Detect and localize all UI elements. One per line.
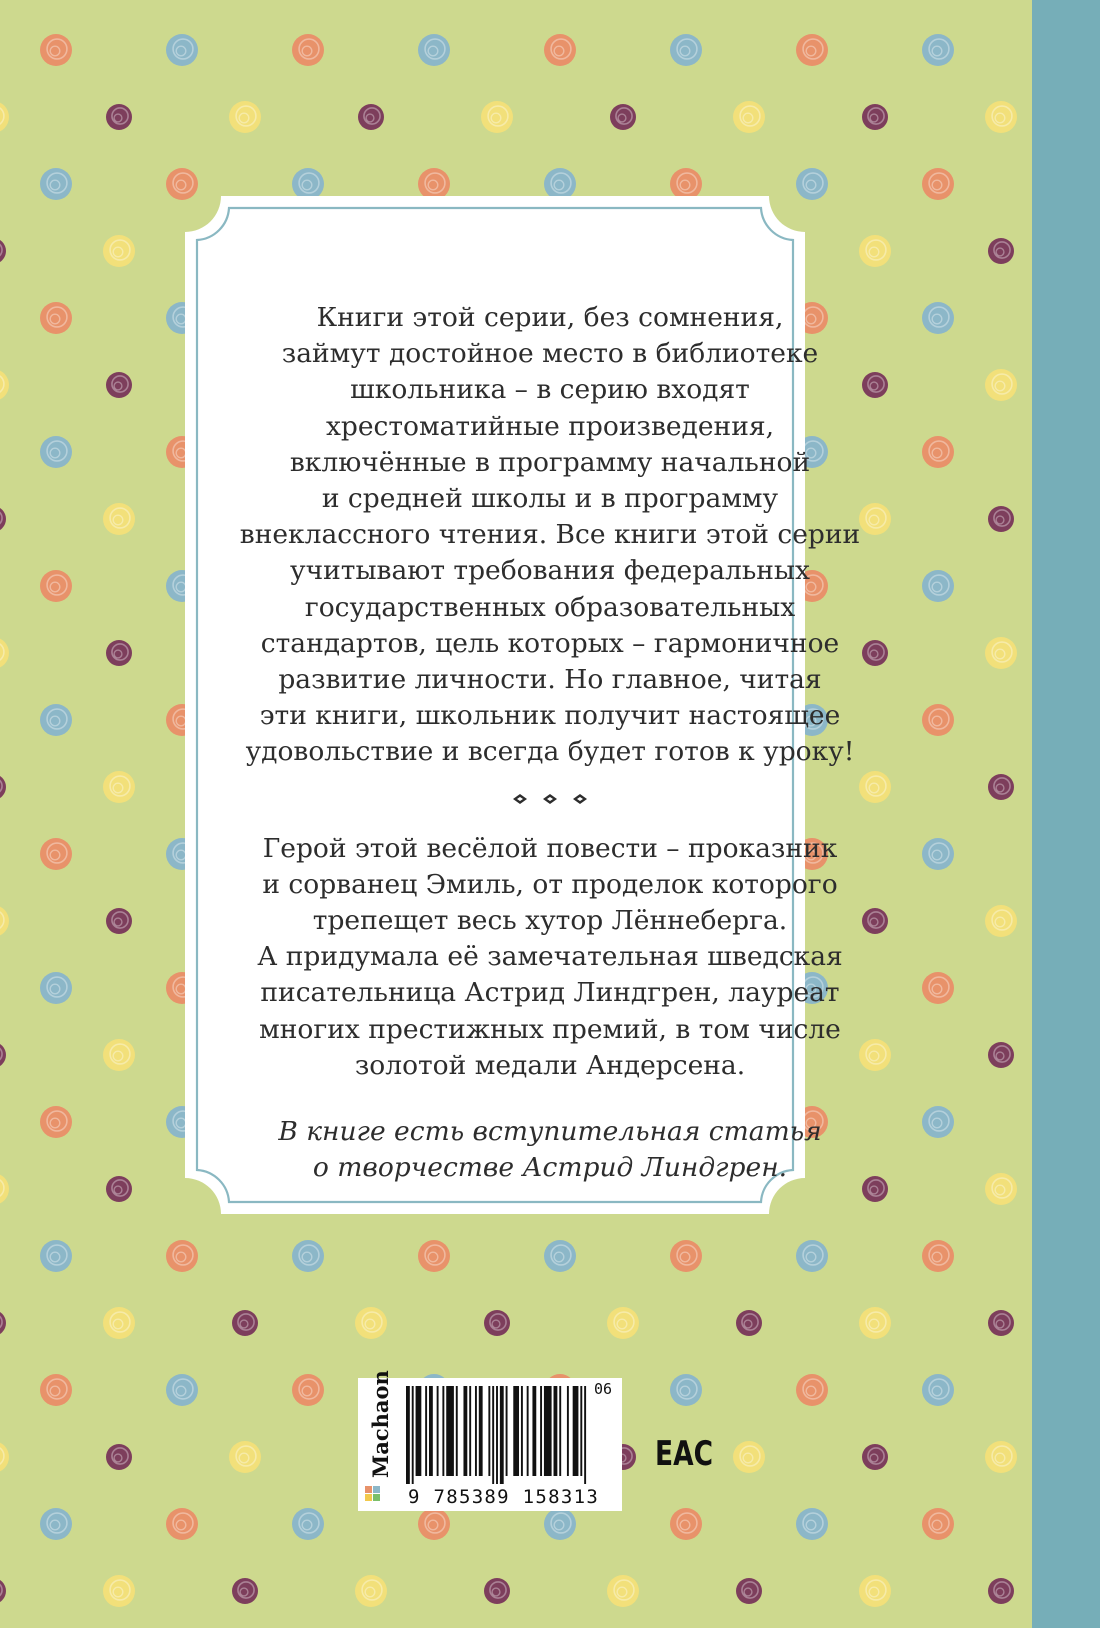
decorative-dot (985, 1441, 1017, 1473)
book-description (220, 831, 880, 1084)
decorative-dot (418, 1508, 450, 1540)
decorative-dot (232, 1578, 258, 1604)
barcode-bar (488, 1386, 490, 1476)
decorative-dot (544, 1240, 576, 1272)
text-line: многих престижных премий, в том числе (259, 1013, 841, 1045)
barcode-bar (559, 1386, 561, 1476)
text-line: и сорванец Эмиль, от проделок которого (262, 868, 838, 900)
decorative-dot (988, 1310, 1014, 1336)
barcode-bar (567, 1386, 569, 1476)
decorative-dot (106, 640, 132, 666)
decorative-dot (610, 104, 636, 130)
decorative-dot (0, 1310, 6, 1336)
decorative-dot (484, 1578, 510, 1604)
decorative-dot (103, 503, 135, 535)
decorative-dot (985, 905, 1017, 937)
text-line: удовольствие и всегда будет готов к уроку! (245, 736, 855, 768)
text-line: трепещет весь хутор Лённеберга. (312, 905, 788, 937)
barcode-bar (463, 1386, 467, 1476)
text-line: Книги этой серии, без сомнения, (316, 302, 784, 333)
barcode-bar (532, 1386, 536, 1476)
decorative-dot (0, 905, 9, 937)
barcode-bar (475, 1386, 477, 1476)
decorative-dot (103, 1039, 135, 1071)
decorative-dot (166, 34, 198, 66)
decorative-dot (736, 1578, 762, 1604)
barcode-bar (406, 1386, 410, 1484)
barcode-bar (513, 1386, 519, 1476)
barcode-bar (573, 1386, 579, 1476)
decorative-dot (796, 34, 828, 66)
decorative-dot (40, 1374, 72, 1406)
decorative-dot (922, 34, 954, 66)
text-line: хрестоматийные произведения, (325, 410, 775, 442)
decorative-dot (922, 972, 954, 1004)
decorative-dot (229, 101, 261, 133)
decorative-dot (166, 1508, 198, 1540)
barcode-bar (544, 1386, 552, 1476)
barcode-bars (406, 1386, 618, 1484)
decorative-dot (859, 235, 891, 267)
decorative-dot (922, 838, 954, 870)
publisher-name: Machaon (368, 1370, 393, 1478)
decorative-dot (988, 238, 1014, 264)
decorative-dot (106, 1176, 132, 1202)
spine-strip (1032, 0, 1100, 1628)
barcode-bar (429, 1386, 433, 1476)
isbn-digits: 9 785389 158313 (408, 1486, 600, 1508)
decorative-dot (988, 1042, 1014, 1068)
barcode-bar (584, 1386, 586, 1484)
decorative-dot (418, 1240, 450, 1272)
text-line: Герой этой весёлой повести – проказник (262, 832, 838, 864)
barcode-bar (442, 1386, 444, 1476)
decorative-dot (607, 1307, 639, 1339)
decorative-dot (106, 908, 132, 934)
decorative-dot (40, 704, 72, 736)
decorative-dot (985, 369, 1017, 401)
text-line: развитие личности. Но главное, читая (278, 664, 822, 696)
decorative-dot (988, 506, 1014, 532)
barcode-bar (540, 1386, 542, 1476)
barcode-bar (412, 1386, 414, 1484)
series-description (220, 300, 880, 771)
decorative-dot (106, 104, 132, 130)
decorative-dot (166, 1374, 198, 1406)
text-line: внеклассного чтения. Все книги этой серии (239, 519, 861, 551)
decorative-dot (481, 101, 513, 133)
decorative-dot (988, 774, 1014, 800)
barcode-bar (500, 1386, 504, 1484)
section-divider (220, 793, 880, 805)
decorative-dot (922, 704, 954, 736)
decorative-dot (922, 302, 954, 334)
barcode-bar (469, 1386, 471, 1476)
decorative-dot (922, 436, 954, 468)
decorative-dot (859, 1307, 891, 1339)
eac-certification-icon (655, 1433, 715, 1473)
decorative-dot (40, 302, 72, 334)
decorative-dot (355, 1575, 387, 1607)
decorative-dot (418, 34, 450, 66)
text-line: золотой медали Андерсена. (354, 1049, 746, 1081)
decorative-dot (988, 1578, 1014, 1604)
decorative-dot (40, 436, 72, 468)
barcode-bar (521, 1386, 523, 1476)
decorative-dot (985, 1173, 1017, 1205)
decorative-dot (40, 570, 72, 602)
decorative-dot (670, 1508, 702, 1540)
decorative-dot (985, 101, 1017, 133)
barcode-bar (416, 1386, 422, 1476)
text-line: эти книги, школьник получит настоящее (259, 700, 841, 732)
decorative-dot (736, 1310, 762, 1336)
decorative-dot (40, 972, 72, 1004)
barcode-bar (492, 1386, 494, 1484)
decorative-dot (0, 1441, 9, 1473)
decorative-dot (922, 1508, 954, 1540)
text-line: писательница Астрид Линдгрен, лауреат (260, 977, 840, 1009)
decorative-dot (0, 637, 9, 669)
decorative-dot (0, 101, 9, 133)
text-line: государственных образовательных (304, 591, 796, 623)
text-line: включённые в программу начальной (289, 446, 811, 478)
decorative-dot (355, 1307, 387, 1339)
text-line: о творчестве Астрид Линдгрен. (312, 1152, 788, 1184)
decorative-dot (0, 506, 6, 532)
decorative-dot (40, 34, 72, 66)
diamond-ornament-icon (572, 793, 588, 805)
text-line: учитывают требования федеральных (290, 555, 810, 587)
text-line: В книге есть вступительная статья (278, 1116, 822, 1148)
decorative-dot (106, 372, 132, 398)
barcode-bar (456, 1386, 458, 1476)
decorative-dot (0, 238, 6, 264)
decorative-dot (0, 1042, 6, 1068)
decorative-dot (862, 104, 888, 130)
decorative-dot (922, 1106, 954, 1138)
svg-text:ЕАС: ЕАС (655, 1434, 713, 1474)
decorative-dot (40, 168, 72, 200)
decorative-dot (40, 1106, 72, 1138)
decorative-dot (670, 1374, 702, 1406)
decorative-dot (796, 1508, 828, 1540)
decorative-dot (103, 1575, 135, 1607)
barcode-label (358, 1370, 622, 1511)
decorative-dot (40, 1508, 72, 1540)
decorative-dot (670, 34, 702, 66)
decorative-dot (0, 1578, 6, 1604)
decorative-dot (733, 1441, 765, 1473)
barcode-addon-digits: 06 (594, 1380, 613, 1398)
decorative-dot (0, 369, 9, 401)
decorative-dot (103, 1307, 135, 1339)
barcode-bar (425, 1386, 427, 1476)
decorative-dot (544, 34, 576, 66)
decorative-dot (292, 1508, 324, 1540)
decorative-dot (106, 1444, 132, 1470)
diamond-ornament-icon (512, 793, 528, 805)
barcode-bar (580, 1386, 582, 1476)
decorative-dot (922, 1374, 954, 1406)
diamond-ornament-icon (542, 793, 558, 805)
decorative-dot (544, 1508, 576, 1540)
decorative-dot (229, 1441, 261, 1473)
decorative-dot (40, 1240, 72, 1272)
decorative-dot (922, 1240, 954, 1272)
text-line: школьника – в серию входят (350, 374, 750, 406)
decorative-dot (796, 1240, 828, 1272)
decorative-dot (922, 570, 954, 602)
decorative-dot (985, 637, 1017, 669)
decorative-dot (484, 1310, 510, 1336)
text-line: займут достойное место в библиотеке (281, 338, 819, 370)
decorative-dot (862, 1444, 888, 1470)
decorative-dot (733, 101, 765, 133)
barcode-bar (554, 1386, 558, 1476)
barcode-bar (506, 1386, 508, 1476)
decorative-dot (358, 104, 384, 130)
decorative-dot (103, 235, 135, 267)
barcode-bar (437, 1386, 439, 1476)
decorative-dot (166, 1240, 198, 1272)
intro-note (220, 1114, 880, 1186)
decorative-dot (232, 1310, 258, 1336)
decorative-dot (670, 1240, 702, 1272)
decorative-dot (292, 34, 324, 66)
decorative-dot (607, 1575, 639, 1607)
barcode-bar (496, 1386, 498, 1484)
decorative-dot (40, 838, 72, 870)
decorative-dot (0, 1173, 9, 1205)
decorative-dot (0, 774, 6, 800)
barcode-bar (446, 1386, 454, 1476)
decorative-dot (103, 771, 135, 803)
text-line: А придумала её замечательная шведская (257, 941, 843, 973)
publisher-logo (358, 1370, 400, 1511)
blurb-text (220, 300, 880, 1186)
text-line: и средней школы и в программу (321, 483, 779, 515)
decorative-dot (796, 1374, 828, 1406)
decorative-dot (292, 1240, 324, 1272)
barcode-bar (527, 1386, 529, 1476)
decorative-dot (922, 168, 954, 200)
text-line: стандартов, цель которых – гармоничное (260, 627, 840, 659)
barcode-bar (479, 1386, 483, 1476)
decorative-dot (859, 1575, 891, 1607)
decorative-dot (292, 1374, 324, 1406)
